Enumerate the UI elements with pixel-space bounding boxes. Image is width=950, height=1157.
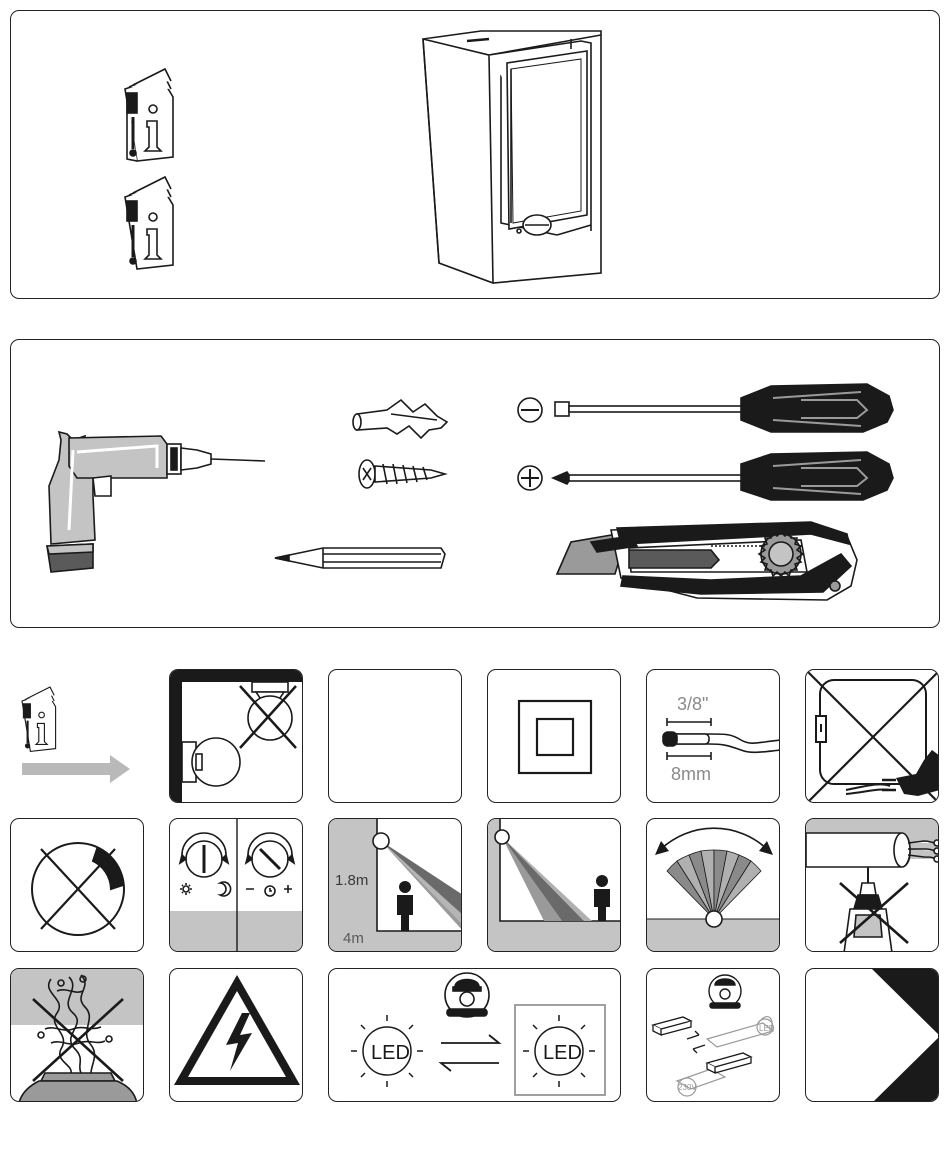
flat-screwdriver-icon <box>518 384 893 432</box>
driver-replacement-tile <box>646 968 780 1102</box>
no-drill-cable-tile <box>805 818 939 952</box>
detection-angle-tile <box>646 818 780 952</box>
electric-drill-icon <box>47 432 265 572</box>
tools-panel <box>10 339 940 628</box>
instruction-booklet-icon <box>125 69 173 161</box>
led-small-label: LED <box>759 1024 775 1033</box>
wall-lamp-icon <box>423 31 601 283</box>
time-knob-icon <box>246 833 294 896</box>
no-plug-tile <box>805 669 939 803</box>
detection-direction-tile <box>487 818 621 952</box>
sensor-settings-tile <box>169 818 303 952</box>
detect-range-label: 4m <box>343 930 364 947</box>
class-ii-tile <box>487 669 621 803</box>
no-dimmer-tile <box>10 818 144 952</box>
instruction-booklet-icon <box>125 177 173 269</box>
voltage-label: 230V <box>678 1083 697 1092</box>
read-instructions-icon <box>10 669 144 803</box>
swap-arrows-icon <box>441 1035 499 1071</box>
wall-mount-only-tile <box>169 669 303 803</box>
led-replacement-tile <box>328 968 621 1102</box>
strip-length-in: 3/8" <box>677 694 709 714</box>
technician-icon <box>709 975 741 1008</box>
mounting-height-tile <box>328 818 462 952</box>
high-voltage-icon <box>174 975 300 1085</box>
lamp-bulb-icon <box>182 738 240 786</box>
no-damaged-cable-tile <box>10 968 144 1102</box>
pencil-icon <box>275 548 445 568</box>
next-page-tile <box>805 968 939 1102</box>
person-icon <box>594 875 610 921</box>
strip-length-mm: 8mm <box>671 764 711 784</box>
wall-plug-icon <box>353 400 447 438</box>
phillips-screwdriver-icon <box>518 452 893 500</box>
wire-icon <box>663 718 780 760</box>
mount-height-label: 1.8m <box>335 872 369 889</box>
led-label-left: LED <box>371 1042 410 1064</box>
technician-icon <box>445 973 489 1017</box>
package-contents-panel <box>10 10 940 299</box>
screw-icon <box>359 460 445 488</box>
wire-strip-tile <box>646 669 780 803</box>
blank-tile <box>328 669 462 803</box>
double-insulation-icon <box>519 701 591 773</box>
led-label-right: LED <box>543 1042 582 1064</box>
lux-knob-icon <box>180 833 231 896</box>
person-icon <box>397 881 413 931</box>
utility-knife-icon <box>557 522 857 600</box>
plug-icon <box>896 750 939 796</box>
ceiling-lamp-crossed-icon <box>240 682 296 748</box>
arrow-right-icon <box>22 755 130 783</box>
high-voltage-tile <box>169 968 303 1102</box>
